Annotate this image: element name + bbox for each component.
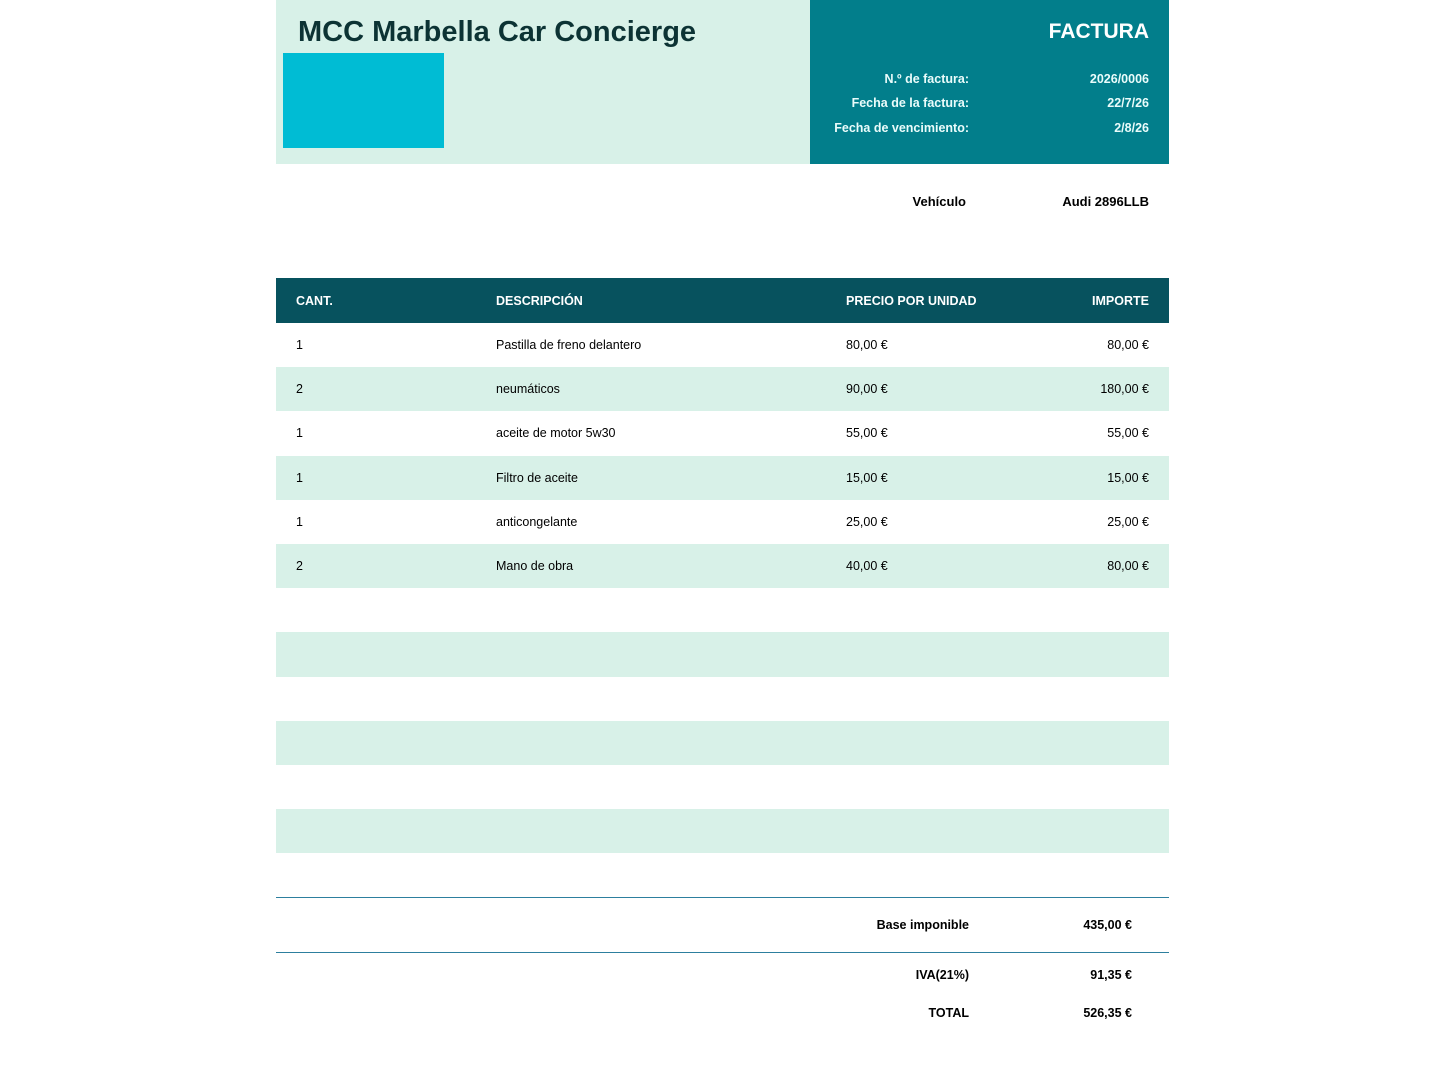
row-description[interactable]: aceite de motor 5w30 xyxy=(496,426,616,441)
vehicle-label: Vehículo xyxy=(912,194,966,209)
table-row xyxy=(276,323,1169,367)
table-row xyxy=(276,721,1169,765)
subtotal-label: Base imponible xyxy=(876,918,969,932)
row-qty[interactable]: 2 xyxy=(296,382,303,397)
total-label: TOTAL xyxy=(928,1006,969,1020)
invoice-title: FACTURA xyxy=(1048,20,1149,43)
totals-top-rule xyxy=(276,897,1169,898)
row-qty[interactable]: 1 xyxy=(296,426,303,441)
row-description[interactable]: Mano de obra xyxy=(496,559,574,574)
row-qty[interactable]: 1 xyxy=(296,338,303,353)
row-description[interactable]: anticongelante xyxy=(496,514,578,529)
vehicle-value[interactable]: Audi 2896LLB xyxy=(1062,194,1149,209)
table-row xyxy=(276,632,1169,676)
row-unit-price[interactable]: 55,00 € xyxy=(846,426,888,441)
invoice-number-value[interactable]: 2026/0006 xyxy=(1089,72,1149,86)
table-row xyxy=(276,677,1169,721)
table-row xyxy=(276,765,1169,809)
table-row xyxy=(276,411,1169,455)
tax-value: 91,35 € xyxy=(1090,968,1132,982)
table-header xyxy=(276,278,1169,323)
row-unit-price[interactable]: 40,00 € xyxy=(846,559,888,574)
invoice-date-label: Fecha de la factura: xyxy=(851,96,969,110)
row-unit-price[interactable]: 90,00 € xyxy=(846,382,888,397)
tax-label: IVA(21%) xyxy=(915,968,969,982)
invoice-number-row xyxy=(810,72,1169,92)
header-amount: IMPORTE xyxy=(1092,293,1149,308)
due-date-label: Fecha de vencimiento: xyxy=(834,121,969,135)
table-row xyxy=(276,544,1169,588)
row-qty[interactable]: 1 xyxy=(296,514,303,529)
invoice-date-row xyxy=(810,96,1169,116)
invoice-number-label: N.º de factura: xyxy=(884,72,969,86)
row-amount[interactable]: 55,00 € xyxy=(1107,426,1149,441)
due-date-value[interactable]: 2/8/26 xyxy=(1114,121,1149,135)
table-row xyxy=(276,588,1169,632)
row-description[interactable]: Filtro de aceite xyxy=(496,470,578,485)
header-description: DESCRIPCIÓN xyxy=(496,293,583,308)
total-row xyxy=(276,1006,1169,1026)
subtotal-row xyxy=(276,918,1169,938)
due-date-row xyxy=(810,121,1169,141)
row-qty[interactable]: 1 xyxy=(296,470,303,485)
row-amount[interactable]: 25,00 € xyxy=(1107,514,1149,529)
company-name: MCC Marbella Car Concierge xyxy=(298,16,697,48)
row-unit-price[interactable]: 15,00 € xyxy=(846,470,888,485)
table-row xyxy=(276,456,1169,500)
table-row xyxy=(276,500,1169,544)
logo-placeholder[interactable] xyxy=(283,53,444,148)
header-unit-price: PRECIO POR UNIDAD xyxy=(846,293,977,308)
header-qty: CANT. xyxy=(296,293,333,308)
row-description[interactable]: Pastilla de freno delantero xyxy=(496,338,642,353)
tax-row xyxy=(276,968,1169,988)
total-value: 526,35 € xyxy=(1083,1006,1132,1020)
subtotal-value: 435,00 € xyxy=(1083,918,1132,932)
row-unit-price[interactable]: 25,00 € xyxy=(846,514,888,529)
line-items-table xyxy=(276,278,1169,897)
table-body xyxy=(276,323,1169,897)
row-amount[interactable]: 15,00 € xyxy=(1107,470,1149,485)
row-qty[interactable]: 2 xyxy=(296,559,303,574)
row-amount[interactable]: 180,00 € xyxy=(1100,382,1149,397)
row-amount[interactable]: 80,00 € xyxy=(1107,559,1149,574)
table-row xyxy=(276,809,1169,853)
row-amount[interactable]: 80,00 € xyxy=(1107,338,1149,353)
row-description[interactable]: neumáticos xyxy=(496,382,560,397)
table-row xyxy=(276,853,1169,897)
row-unit-price[interactable]: 80,00 € xyxy=(846,338,888,353)
company-header xyxy=(276,0,810,164)
invoice-header xyxy=(810,0,1169,164)
table-row xyxy=(276,367,1169,411)
totals-middle-rule xyxy=(276,952,1169,953)
invoice-date-value[interactable]: 22/7/26 xyxy=(1107,96,1149,110)
